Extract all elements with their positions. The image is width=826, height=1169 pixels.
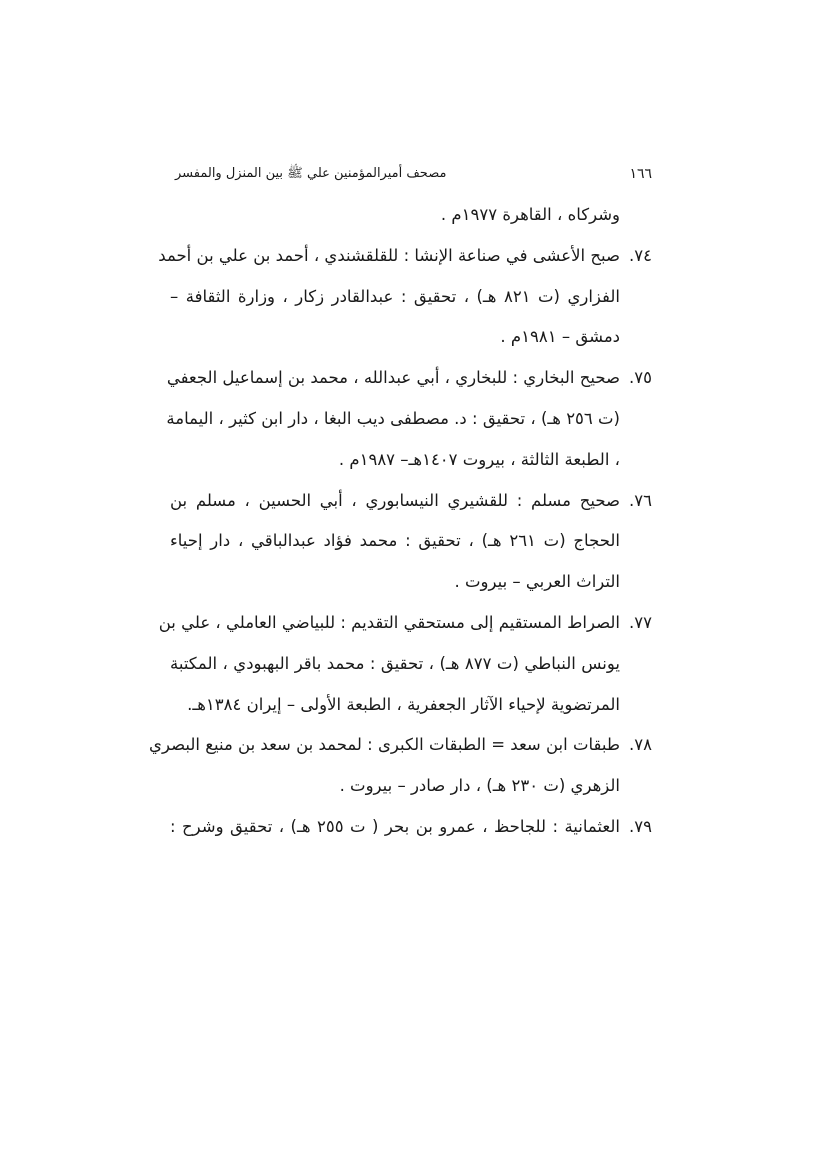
list-item-77 xyxy=(158,603,652,644)
entry-number: ٧٤. xyxy=(629,245,652,265)
entry-line: طبقات ابن سعد = الطبقات الكبرى : لمحمد بن سعد بن منيع البصري xyxy=(149,735,620,755)
entry-line: صبح الأعشى في صناعة الإنشا : للقلقشندي ، أحمد بن علي بن أحمد xyxy=(158,245,620,265)
list-item-74 xyxy=(158,236,652,277)
entry-line: صحيح مسلم : للقشيري النيسابوري ، أبي الحسين ، مسلم بن xyxy=(170,490,620,510)
entry-line: يونس النباطي (ت ٨٧٧ هـ) ، تحقيق : محمد باقر البهبودي ، المكتبة xyxy=(170,653,621,673)
entry-number: ٧٦. xyxy=(629,490,652,510)
entry-line: ، الطبعة الثالثة ، بيروت ١٤٠٧هـ– ١٩٨٧م . xyxy=(338,449,620,469)
entry-number: ٧٧. xyxy=(629,612,652,632)
entry-line: الصراط المستقيم إلى مستحقي التقديم : للبياضي العاملي ، علي بن xyxy=(158,612,620,632)
running-title: مصحف أميرالمؤمنين علي ﷺ بين المنزل والمفسر xyxy=(175,166,447,181)
bibliography-list xyxy=(149,195,652,848)
entry-line: (ت ٢٥٦ هـ) ، تحقيق : د. مصطفى ديب البغا ، دار ابن كثير ، اليمامة xyxy=(166,408,620,428)
page-header xyxy=(175,163,652,185)
list-item-76 xyxy=(170,481,652,522)
list-item-78 xyxy=(149,725,652,766)
entry-line: العثمانية : للجاحظ ، عمرو بن بحر ( ت ٢٥٥ هـ) ، تحقيق وشرح : xyxy=(170,816,620,836)
entry-line: الفزاري (ت ٨٢١ هـ) ، تحقيق : عبدالقادر زكار ، وزارة الثقافة – xyxy=(170,286,620,306)
page-number: ١٦٦ xyxy=(629,166,652,182)
entry-line: التراث العربي – بيروت . xyxy=(454,572,620,592)
entry-line: صحيح البخاري : للبخاري ، أبي عبدالله ، محمد بن إسماعيل الجعفي xyxy=(166,368,620,388)
continued-line: وشركاه ، القاهرة ١٩٧٧م . xyxy=(440,205,620,224)
list-item-79 xyxy=(170,807,652,848)
list-item-75 xyxy=(166,358,652,399)
entry-line: الزهري (ت ٢٣٠ هـ) ، دار صادر – بيروت . xyxy=(339,776,620,796)
entry-line: الحجاج (ت ٢٦١ هـ) ، تحقيق : محمد فؤاد عبدالباقي ، دار إحياء xyxy=(170,531,620,551)
entry-line: دمشق – ١٩٨١م . xyxy=(500,327,620,347)
entry-line: المرتضوية لإحياء الآثار الجعفرية ، الطبعة الأولى – إيران ١٣٨٤هـ. xyxy=(187,694,620,714)
entry-number: ٧٩. xyxy=(629,816,652,836)
entry-number: ٧٨. xyxy=(629,735,652,755)
entry-number: ٧٥. xyxy=(629,368,652,388)
